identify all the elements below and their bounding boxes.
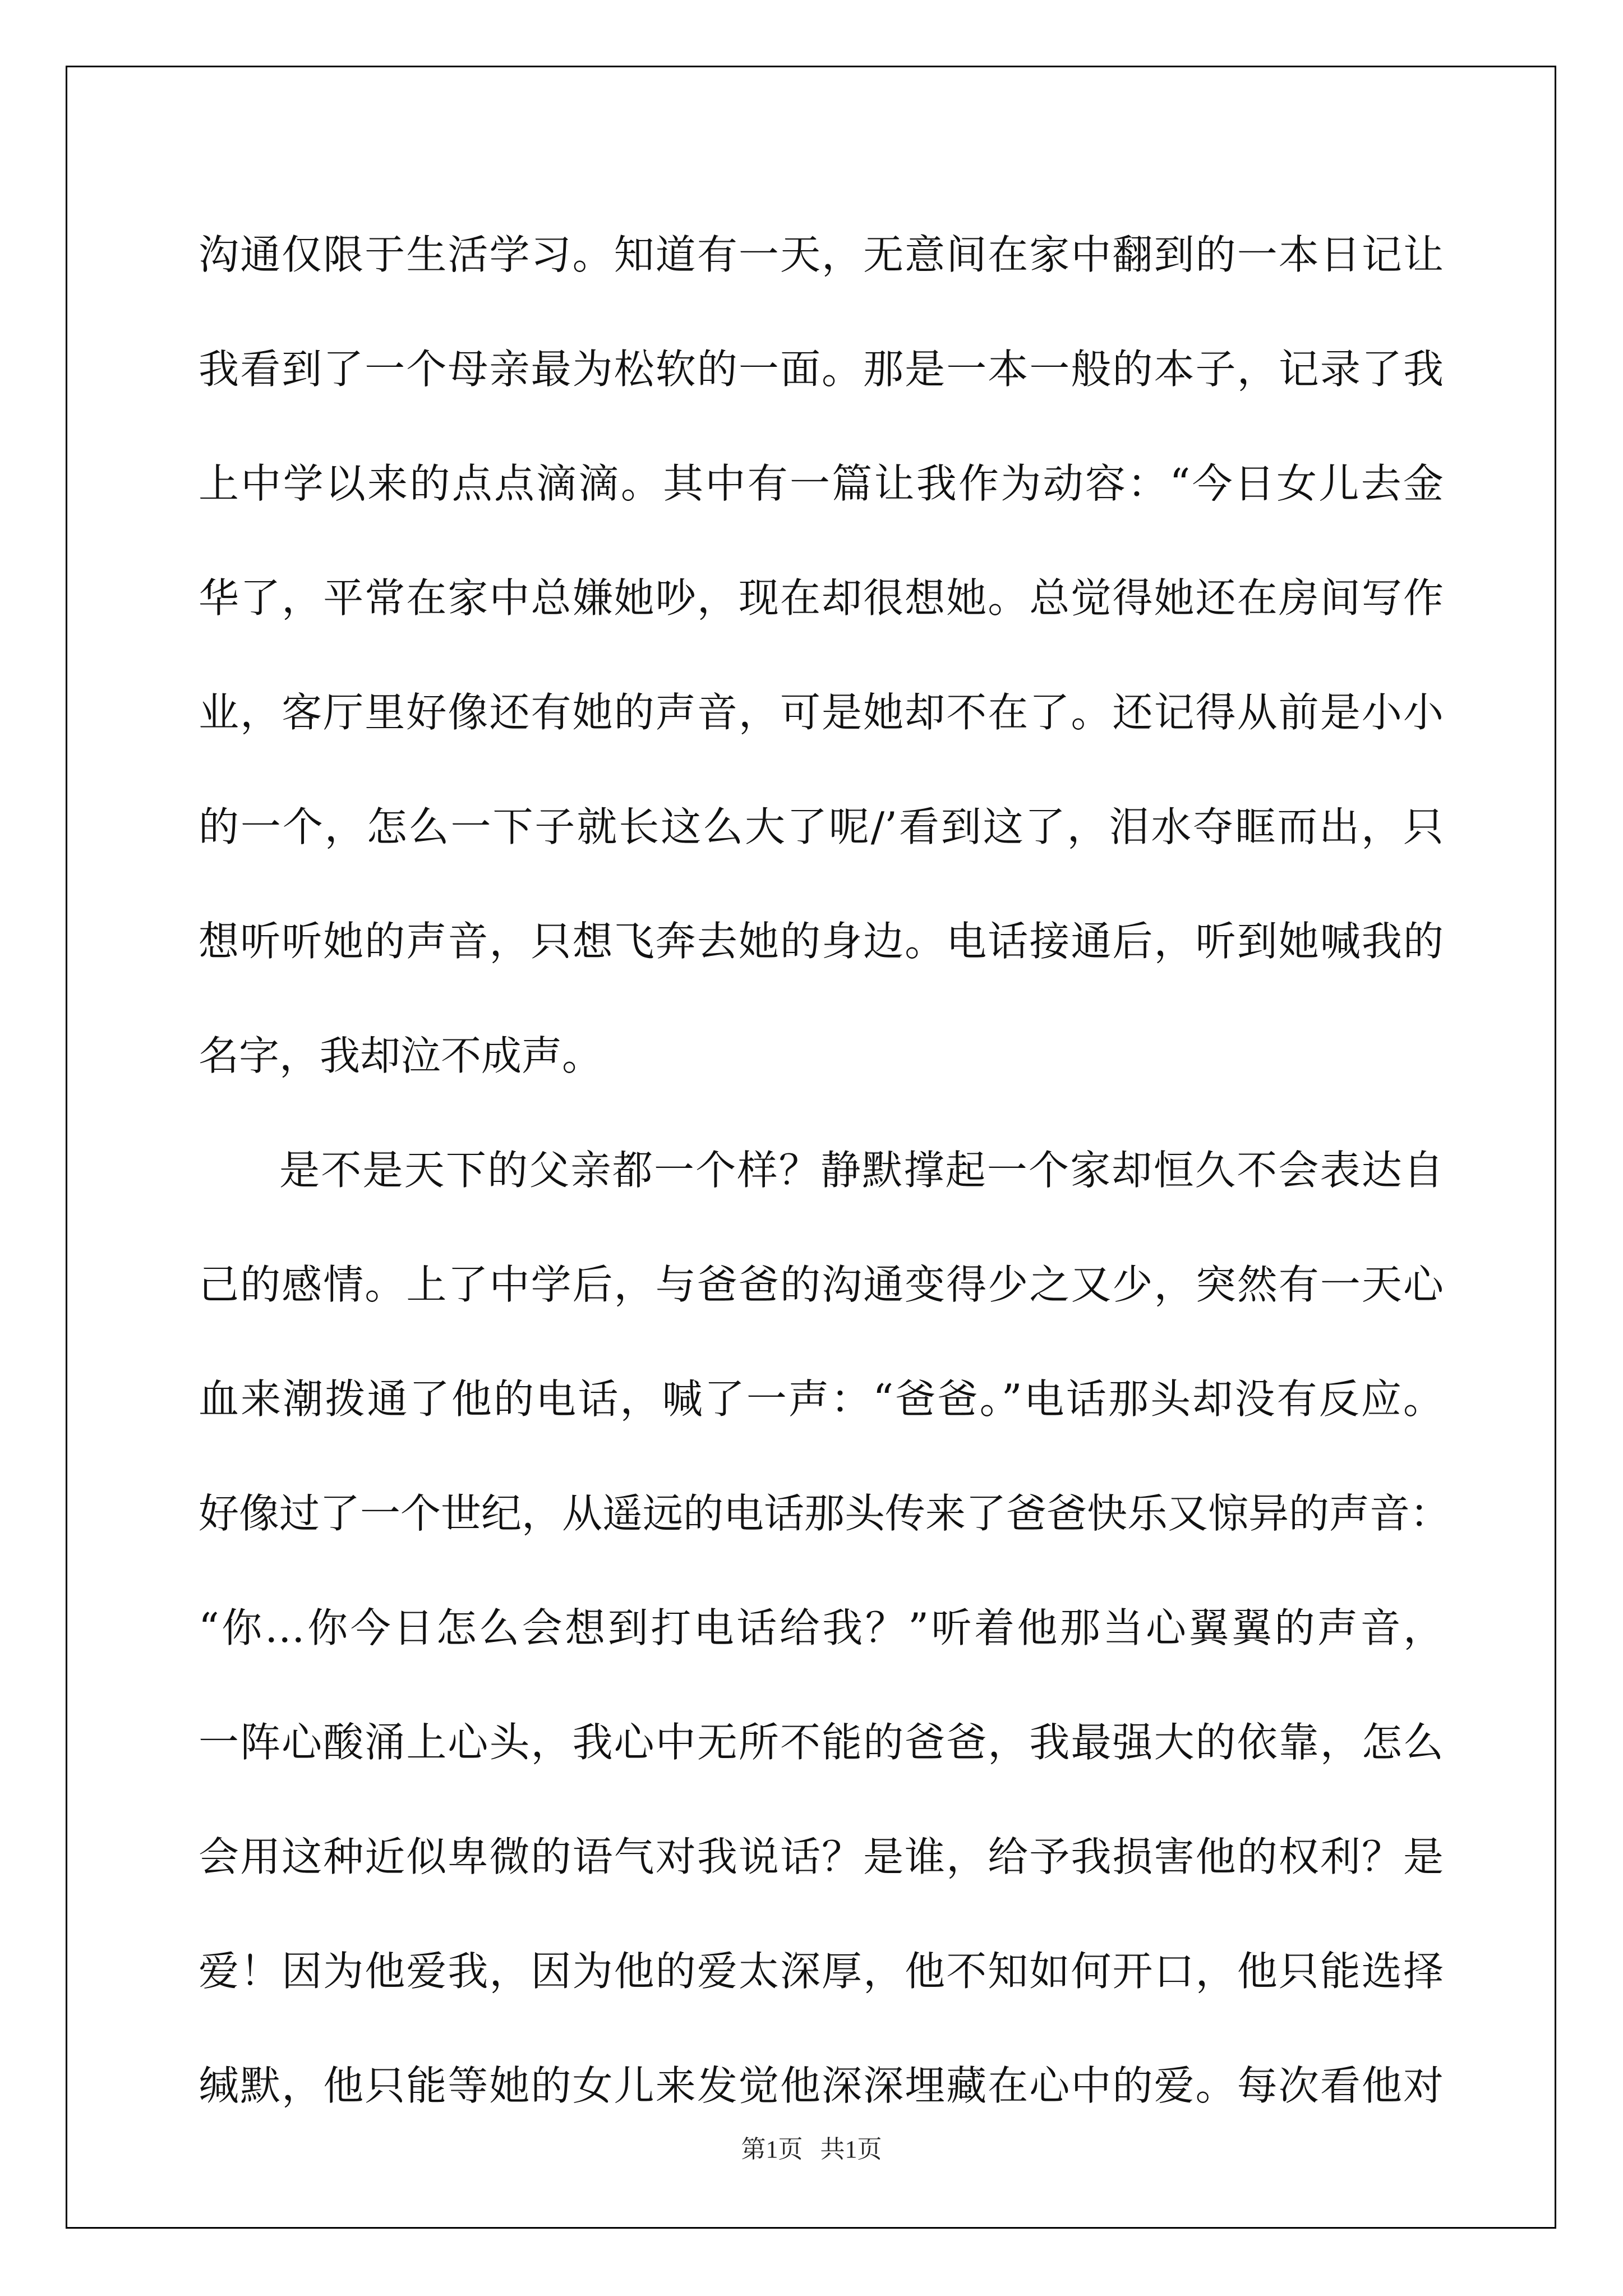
text-line: 名字，我却泣不成声。 [199,1032,603,1079]
text-line: 好像过了一个世纪，从遥远的电话那头传来了爸爸快乐又惊异的声音： [199,1490,1451,1537]
text-line: 的一个，怎么一下子就长这么大了呢/’看到这了，泪水夺眶而出，只 [199,803,1444,850]
document-body [199,197,1451,2143]
paragraph-2 [199,1113,1451,2143]
text-line: 想听听她的声音，只想飞奔去她的身边。电话接通后，听到她喊我的 [199,918,1444,965]
text-line: 爱！因为他爱我，因为他的爱太深厚，他不知如何开口，他只能选择 [199,1948,1444,1995]
text-line: 上中学以来的点点滴滴。其中有一篇让我作为动容：“今日女儿去金 [199,460,1444,507]
text-line: “你…你今日怎么会想到打电话给我？”听着他那当心翼翼的声音， [199,1604,1444,1651]
current-page-number: 第1页 [741,2136,803,2163]
text-line: 是不是天下的父亲都一个样？静默撑起一个家却恒久不会表达自 [279,1147,1444,1194]
text-line: 一阵心酸涌上心头，我心中无所不能的爸爸，我最强大的依靠，怎么 [199,1719,1444,1766]
text-line: 己的感情。上了中学后，与爸爸的沟通变得少之又少，突然有一天心 [199,1261,1444,1308]
text-line: 华了，平常在家中总嫌她吵，现在却很想她。总觉得她还在房间写作 [199,574,1444,622]
page-footer [0,2129,1623,2165]
text-line: 我看到了一个母亲最为松软的一面。那是一本一般的本子，记录了我 [199,346,1444,393]
text-line: 业，客厅里好像还有她的声音，可是她却不在了。还记得从前是小小 [199,689,1444,736]
paragraph-1 [199,197,1444,1113]
text-line: 沟通仅限于生活学习。知道有一天，无意间在家中翻到的一本日记让 [199,231,1444,278]
text-line: 血来潮拨通了他的电话，喊了一声：“爸爸。”电话那头却没有反应。 [199,1375,1444,1423]
total-page-count: 共1页 [820,2136,882,2163]
text-line: 缄默，他只能等她的女儿来发觉他深深埋藏在心中的爱。每次看他对 [199,2062,1444,2109]
text-line: 会用这种近似卑微的语气对我说话？是谁，给予我损害他的权利？是 [199,1833,1444,1880]
